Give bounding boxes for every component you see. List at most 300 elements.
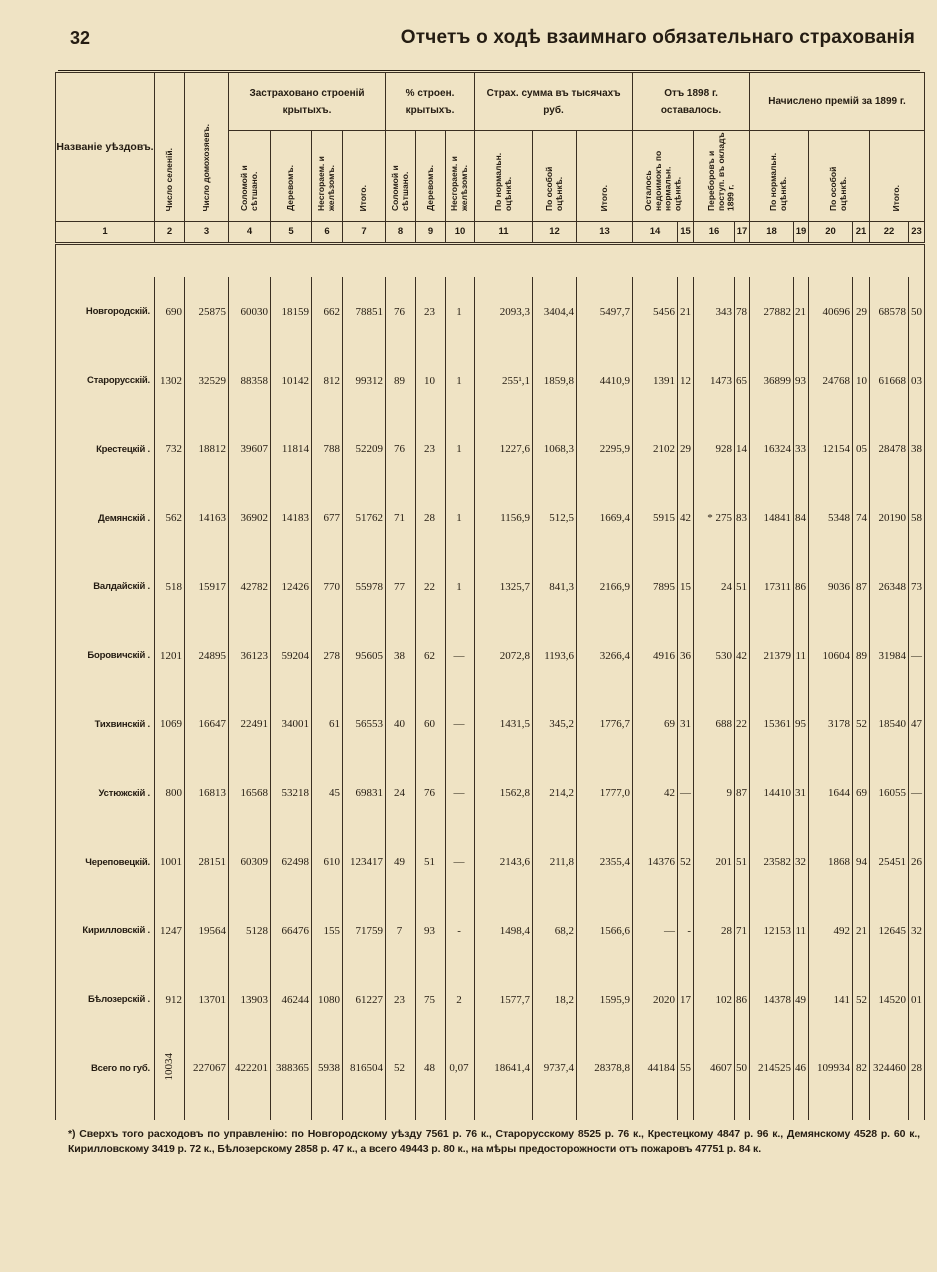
cell-c18: 17311 <box>750 553 794 622</box>
cell-c21: 05 <box>853 415 870 484</box>
cell-c15: 29 <box>678 415 694 484</box>
cell-c20: 12154 <box>809 415 853 484</box>
cell-c19: 11 <box>794 621 809 690</box>
cell-c19: 32 <box>794 828 809 897</box>
table-bottom-spacer <box>56 1103 925 1120</box>
cell-c12: 1193,6 <box>533 621 577 690</box>
cell-c23: 38 <box>909 415 925 484</box>
cell-c21: 74 <box>853 484 870 553</box>
header-sum-normal: По нормальн. оцѣнкѣ. <box>475 131 533 222</box>
district-name: Старорусскій. <box>56 346 155 415</box>
header-from-1898-group: Отъ 1898 г. оставалось. <box>633 73 750 131</box>
cell-c5: 14183 <box>271 484 312 553</box>
header-villages: Число селеній. <box>155 73 185 222</box>
cell-c3: 13701 <box>185 965 229 1034</box>
cell-c10: — <box>446 621 475 690</box>
cell-c3: 32529 <box>185 346 229 415</box>
empty-cell <box>794 1103 809 1120</box>
cell-c9: 75 <box>416 965 446 1034</box>
cell-c20: 141 <box>809 965 853 1034</box>
cell-c15: — <box>678 759 694 828</box>
cell-c14: 44184 <box>633 1034 678 1103</box>
table-row <box>56 965 925 1034</box>
cell-c3: 16647 <box>185 690 229 759</box>
cell-c5: 62498 <box>271 828 312 897</box>
cell-c2: 1201 <box>155 621 185 690</box>
cell-c18: 12153 <box>750 896 794 965</box>
cell-c16: 688 <box>694 690 735 759</box>
cell-c19: 49 <box>794 965 809 1034</box>
cell-c5: 18159 <box>271 277 312 346</box>
cell-c8: 76 <box>386 415 416 484</box>
cell-c9: 10 <box>416 346 446 415</box>
col-number: 11 <box>475 222 533 244</box>
cell-c3: 15917 <box>185 553 229 622</box>
cell-c17: 50 <box>735 1034 750 1103</box>
cell-c7: 56553 <box>343 690 386 759</box>
cell-c14: 2020 <box>633 965 678 1034</box>
district-name: Кирилловскій . <box>56 896 155 965</box>
cell-c15: 15 <box>678 553 694 622</box>
district-name: Валдайскій . <box>56 553 155 622</box>
cell-c4: 422201 <box>229 1034 271 1103</box>
cell-c4: 36902 <box>229 484 271 553</box>
cell-c17: 42 <box>735 621 750 690</box>
cell-c17: 87 <box>735 759 750 828</box>
cell-c15: 21 <box>678 277 694 346</box>
cell-c22: 324460 <box>870 1034 909 1103</box>
cell-c12: 211,8 <box>533 828 577 897</box>
cell-c6: 662 <box>312 277 343 346</box>
cell-c20: 492 <box>809 896 853 965</box>
cell-c6: 155 <box>312 896 343 965</box>
cell-c10: — <box>446 828 475 897</box>
empty-cell <box>853 1103 870 1120</box>
header-insured-group: Застраховано строеній крытыхъ. <box>229 73 386 131</box>
cell-c7: 78851 <box>343 277 386 346</box>
cell-c12: 1068,3 <box>533 415 577 484</box>
cell-c18: 21379 <box>750 621 794 690</box>
empty-cell <box>678 1103 694 1120</box>
col-number: 14 <box>633 222 678 244</box>
cell-c8: 52 <box>386 1034 416 1103</box>
header-pct-straw: Соломой и сѣтшано. <box>386 131 416 222</box>
cell-c16: 201 <box>694 828 735 897</box>
table-body <box>56 244 925 1120</box>
cell-c22: 28478 <box>870 415 909 484</box>
cell-c2: 912 <box>155 965 185 1034</box>
cell-c11: 2093,3 <box>475 277 533 346</box>
cell-c11: 1325,7 <box>475 553 533 622</box>
cell-c22: 20190 <box>870 484 909 553</box>
cell-c18: 14410 <box>750 759 794 828</box>
district-name: Устюжскій . <box>56 759 155 828</box>
cell-c14: 7895 <box>633 553 678 622</box>
cell-c10: - <box>446 896 475 965</box>
cell-c14: — <box>633 896 678 965</box>
total-row <box>56 1034 925 1103</box>
empty-cell <box>271 1103 312 1120</box>
empty-cell <box>312 1103 343 1120</box>
cell-c19: 46 <box>794 1034 809 1103</box>
cell-c16: 1473 <box>694 346 735 415</box>
cell-c21: 21 <box>853 896 870 965</box>
cell-c6: 45 <box>312 759 343 828</box>
empty-cell <box>56 1103 155 1120</box>
cell-c10: — <box>446 759 475 828</box>
header-fireproof: Несгораем. и желѣзомъ. <box>312 131 343 222</box>
col-number: 3 <box>185 222 229 244</box>
cell-c4: 22491 <box>229 690 271 759</box>
cell-c23: 73 <box>909 553 925 622</box>
cell-c5: 10142 <box>271 346 312 415</box>
cell-c3: 14163 <box>185 484 229 553</box>
cell-c20: 9036 <box>809 553 853 622</box>
cell-c20: 3178 <box>809 690 853 759</box>
cell-c11: 18641,4 <box>475 1034 533 1103</box>
cell-c2: 562 <box>155 484 185 553</box>
cell-c2: 800 <box>155 759 185 828</box>
table-row <box>56 759 925 828</box>
cell-c13: 28378,8 <box>577 1034 633 1103</box>
cell-c12: 9737,4 <box>533 1034 577 1103</box>
cell-c8: 38 <box>386 621 416 690</box>
cell-c3: 227067 <box>185 1034 229 1103</box>
cell-c16: 928 <box>694 415 735 484</box>
cell-c3: 24895 <box>185 621 229 690</box>
cell-c11: 1577,7 <box>475 965 533 1034</box>
page-number: 32 <box>70 28 91 48</box>
cell-c13: 1566,6 <box>577 896 633 965</box>
cell-c17: 14 <box>735 415 750 484</box>
col-number: 16 <box>694 222 735 244</box>
cell-c5: 34001 <box>271 690 312 759</box>
cell-c18: 15361 <box>750 690 794 759</box>
empty-cell <box>185 1103 229 1120</box>
header-pct-fireproof: Несгораем. и желѣзомъ. <box>446 131 475 222</box>
cell-c11: 255¹,1 <box>475 346 533 415</box>
cell-c5: 12426 <box>271 553 312 622</box>
header-pct-wood: Деревомъ. <box>416 131 446 222</box>
cell-c14: 4916 <box>633 621 678 690</box>
insurance-table <box>55 72 925 1120</box>
cell-c20: 24768 <box>809 346 853 415</box>
cell-c21: 52 <box>853 690 870 759</box>
cell-c6: 1080 <box>312 965 343 1034</box>
cell-c14: 42 <box>633 759 678 828</box>
cell-c9: 23 <box>416 277 446 346</box>
empty-cell <box>386 1103 416 1120</box>
cell-c11: 1227,6 <box>475 415 533 484</box>
cell-c11: 1156,9 <box>475 484 533 553</box>
table-row <box>56 553 925 622</box>
header-rule <box>58 70 920 71</box>
cell-c21: 82 <box>853 1034 870 1103</box>
cell-c13: 4410,9 <box>577 346 633 415</box>
cell-c6: 61 <box>312 690 343 759</box>
cell-c5: 53218 <box>271 759 312 828</box>
table-row <box>56 346 925 415</box>
table-row <box>56 828 925 897</box>
cell-c22: 61668 <box>870 346 909 415</box>
col-number: 23 <box>909 222 925 244</box>
cell-c21: 87 <box>853 553 870 622</box>
table-row <box>56 277 925 346</box>
district-name: Новгородскій. <box>56 277 155 346</box>
cell-c20: 1868 <box>809 828 853 897</box>
cell-c16: * 275 <box>694 484 735 553</box>
cell-c7: 55978 <box>343 553 386 622</box>
cell-c3: 25875 <box>185 277 229 346</box>
header-total: Итого. <box>343 131 386 222</box>
cell-c18: 214525 <box>750 1034 794 1103</box>
col-number: 18 <box>750 222 794 244</box>
cell-c2: 518 <box>155 553 185 622</box>
cell-c11: 2143,6 <box>475 828 533 897</box>
cell-c23: 26 <box>909 828 925 897</box>
cell-c18: 14841 <box>750 484 794 553</box>
district-name: Бѣлозерскій . <box>56 965 155 1034</box>
cell-c16: 530 <box>694 621 735 690</box>
cell-c23: 01 <box>909 965 925 1034</box>
district-name: Тихвинскій . <box>56 690 155 759</box>
cell-c4: 60309 <box>229 828 271 897</box>
header-sum-group: Страх. сумма въ тысячахъ руб. <box>475 73 633 131</box>
cell-c21: 69 <box>853 759 870 828</box>
header-overpaid: Переборовъ и поступ. въ окладъ 1899 г. <box>694 131 750 222</box>
empty-cell <box>155 1103 185 1120</box>
cell-c13: 2166,9 <box>577 553 633 622</box>
cell-c15: 12 <box>678 346 694 415</box>
cell-c17: 22 <box>735 690 750 759</box>
cell-c21: 52 <box>853 965 870 1034</box>
cell-c18: 27882 <box>750 277 794 346</box>
cell-c12: 18,2 <box>533 965 577 1034</box>
cell-c9: 51 <box>416 828 446 897</box>
cell-c17: 83 <box>735 484 750 553</box>
cell-c19: 11 <box>794 896 809 965</box>
cell-c7: 71759 <box>343 896 386 965</box>
cell-c20: 1644 <box>809 759 853 828</box>
cell-c8: 7 <box>386 896 416 965</box>
cell-c22: 68578 <box>870 277 909 346</box>
cell-c19: 84 <box>794 484 809 553</box>
cell-c19: 33 <box>794 415 809 484</box>
total-villages-value: 10034 <box>162 1053 175 1081</box>
cell-c16: 24 <box>694 553 735 622</box>
cell-c12: 68,2 <box>533 896 577 965</box>
table-row <box>56 484 925 553</box>
col-number: 6 <box>312 222 343 244</box>
cell-c15: 17 <box>678 965 694 1034</box>
cell-c9: 62 <box>416 621 446 690</box>
cell-c19: 95 <box>794 690 809 759</box>
cell-c5: 66476 <box>271 896 312 965</box>
cell-c23: 47 <box>909 690 925 759</box>
header-name: Названіе уѣздовъ. <box>56 73 155 222</box>
cell-c13: 1776,7 <box>577 690 633 759</box>
cell-c18: 16324 <box>750 415 794 484</box>
cell-c8: 49 <box>386 828 416 897</box>
cell-c21: 94 <box>853 828 870 897</box>
district-name: Боровичскій . <box>56 621 155 690</box>
cell-c14: 5456 <box>633 277 678 346</box>
cell-c12: 214,2 <box>533 759 577 828</box>
cell-c14: 2102 <box>633 415 678 484</box>
cell-c3: 16813 <box>185 759 229 828</box>
col-number: 13 <box>577 222 633 244</box>
cell-c12: 3404,4 <box>533 277 577 346</box>
cell-c12: 512,5 <box>533 484 577 553</box>
cell-c9: 28 <box>416 484 446 553</box>
empty-cell <box>750 1103 794 1120</box>
cell-c4: 5128 <box>229 896 271 965</box>
cell-c13: 1669,4 <box>577 484 633 553</box>
cell-c15: 52 <box>678 828 694 897</box>
empty-cell <box>909 1103 925 1120</box>
cell-c16: 102 <box>694 965 735 1034</box>
col-number: 12 <box>533 222 577 244</box>
cell-c6: 812 <box>312 346 343 415</box>
cell-c10: 1 <box>446 484 475 553</box>
cell-c23: 58 <box>909 484 925 553</box>
cell-c3: 28151 <box>185 828 229 897</box>
empty-cell <box>475 1103 533 1120</box>
col-number: 15 <box>678 222 694 244</box>
cell-c11: 2072,8 <box>475 621 533 690</box>
cell-c23: 03 <box>909 346 925 415</box>
cell-c16: 4607 <box>694 1034 735 1103</box>
cell-c9: 60 <box>416 690 446 759</box>
cell-c2: 1302 <box>155 346 185 415</box>
cell-c5: 59204 <box>271 621 312 690</box>
column-number-row <box>56 222 925 244</box>
cell-c15: 31 <box>678 690 694 759</box>
cell-c8: 40 <box>386 690 416 759</box>
empty-cell <box>533 1103 577 1120</box>
cell-c4: 60030 <box>229 277 271 346</box>
cell-c2: 690 <box>155 277 185 346</box>
district-name: Крестецкій . <box>56 415 155 484</box>
col-number: 1 <box>56 222 155 244</box>
cell-c19: 86 <box>794 553 809 622</box>
cell-c13: 2355,4 <box>577 828 633 897</box>
cell-c4: 39607 <box>229 415 271 484</box>
cell-c9: 48 <box>416 1034 446 1103</box>
cell-c8: 71 <box>386 484 416 553</box>
cell-c8: 76 <box>386 277 416 346</box>
cell-c9: 76 <box>416 759 446 828</box>
cell-c14: 1391 <box>633 346 678 415</box>
cell-c5: 388365 <box>271 1034 312 1103</box>
cell-c17: 78 <box>735 277 750 346</box>
table-row <box>56 415 925 484</box>
cell-c15: - <box>678 896 694 965</box>
cell-c15: 36 <box>678 621 694 690</box>
cell-c23: — <box>909 759 925 828</box>
col-number: 22 <box>870 222 909 244</box>
cell-c17: 51 <box>735 828 750 897</box>
cell-c9: 22 <box>416 553 446 622</box>
cell-c8: 24 <box>386 759 416 828</box>
col-number: 7 <box>343 222 386 244</box>
cell-c2: 1001 <box>155 828 185 897</box>
col-number: 20 <box>809 222 853 244</box>
table-row <box>56 621 925 690</box>
empty-cell <box>694 1103 735 1120</box>
cell-c18: 36899 <box>750 346 794 415</box>
cell-c4: 42782 <box>229 553 271 622</box>
cell-c6: 677 <box>312 484 343 553</box>
cell-c6: 788 <box>312 415 343 484</box>
col-number: 21 <box>853 222 870 244</box>
cell-c2: 1247 <box>155 896 185 965</box>
cell-c6: 770 <box>312 553 343 622</box>
cell-c23: 50 <box>909 277 925 346</box>
cell-c10: 2 <box>446 965 475 1034</box>
cell-c22: 16055 <box>870 759 909 828</box>
cell-c14: 69 <box>633 690 678 759</box>
cell-c22: 31984 <box>870 621 909 690</box>
empty-cell <box>870 1103 909 1120</box>
col-number: 5 <box>271 222 312 244</box>
cell-c21: 89 <box>853 621 870 690</box>
header-prem-total: Итого. <box>870 131 925 222</box>
cell-c7: 51762 <box>343 484 386 553</box>
col-number: 10 <box>446 222 475 244</box>
header-premiums-group: Начислено премій за 1899 г. <box>750 73 925 131</box>
cell-c20: 5348 <box>809 484 853 553</box>
cell-c13: 2295,9 <box>577 415 633 484</box>
cell-c4: 36123 <box>229 621 271 690</box>
cell-c21: 10 <box>853 346 870 415</box>
header-sum-total: Итого. <box>577 131 633 222</box>
cell-c17: 65 <box>735 346 750 415</box>
cell-c9: 23 <box>416 415 446 484</box>
header-prem-special: По особой оцѣнкѣ. <box>809 131 870 222</box>
col-number: 17 <box>735 222 750 244</box>
cell-c10: 1 <box>446 346 475 415</box>
header-wood: Деревомъ. <box>271 131 312 222</box>
cell-c15: 55 <box>678 1034 694 1103</box>
total-villages-cell <box>155 1034 185 1103</box>
header-sum-special: По особой оцѣнкѣ. <box>533 131 577 222</box>
cell-c7: 61227 <box>343 965 386 1034</box>
cell-c4: 16568 <box>229 759 271 828</box>
cell-c19: 21 <box>794 277 809 346</box>
cell-c10: 0,07 <box>446 1034 475 1103</box>
empty-cell <box>416 1103 446 1120</box>
empty-cell <box>735 1103 750 1120</box>
cell-c12: 841,3 <box>533 553 577 622</box>
cell-c5: 11814 <box>271 415 312 484</box>
cell-c23: 28 <box>909 1034 925 1103</box>
col-number: 19 <box>794 222 809 244</box>
cell-c18: 23582 <box>750 828 794 897</box>
cell-c7: 123417 <box>343 828 386 897</box>
cell-c7: 95605 <box>343 621 386 690</box>
cell-c14: 14376 <box>633 828 678 897</box>
cell-c5: 46244 <box>271 965 312 1034</box>
col-number: 4 <box>229 222 271 244</box>
cell-c3: 19564 <box>185 896 229 965</box>
cell-c7: 69831 <box>343 759 386 828</box>
header-pct-group: % строен. крытыхъ. <box>386 73 475 131</box>
cell-c9: 93 <box>416 896 446 965</box>
cell-c23: — <box>909 621 925 690</box>
cell-c4: 13903 <box>229 965 271 1034</box>
cell-c20: 109934 <box>809 1034 853 1103</box>
